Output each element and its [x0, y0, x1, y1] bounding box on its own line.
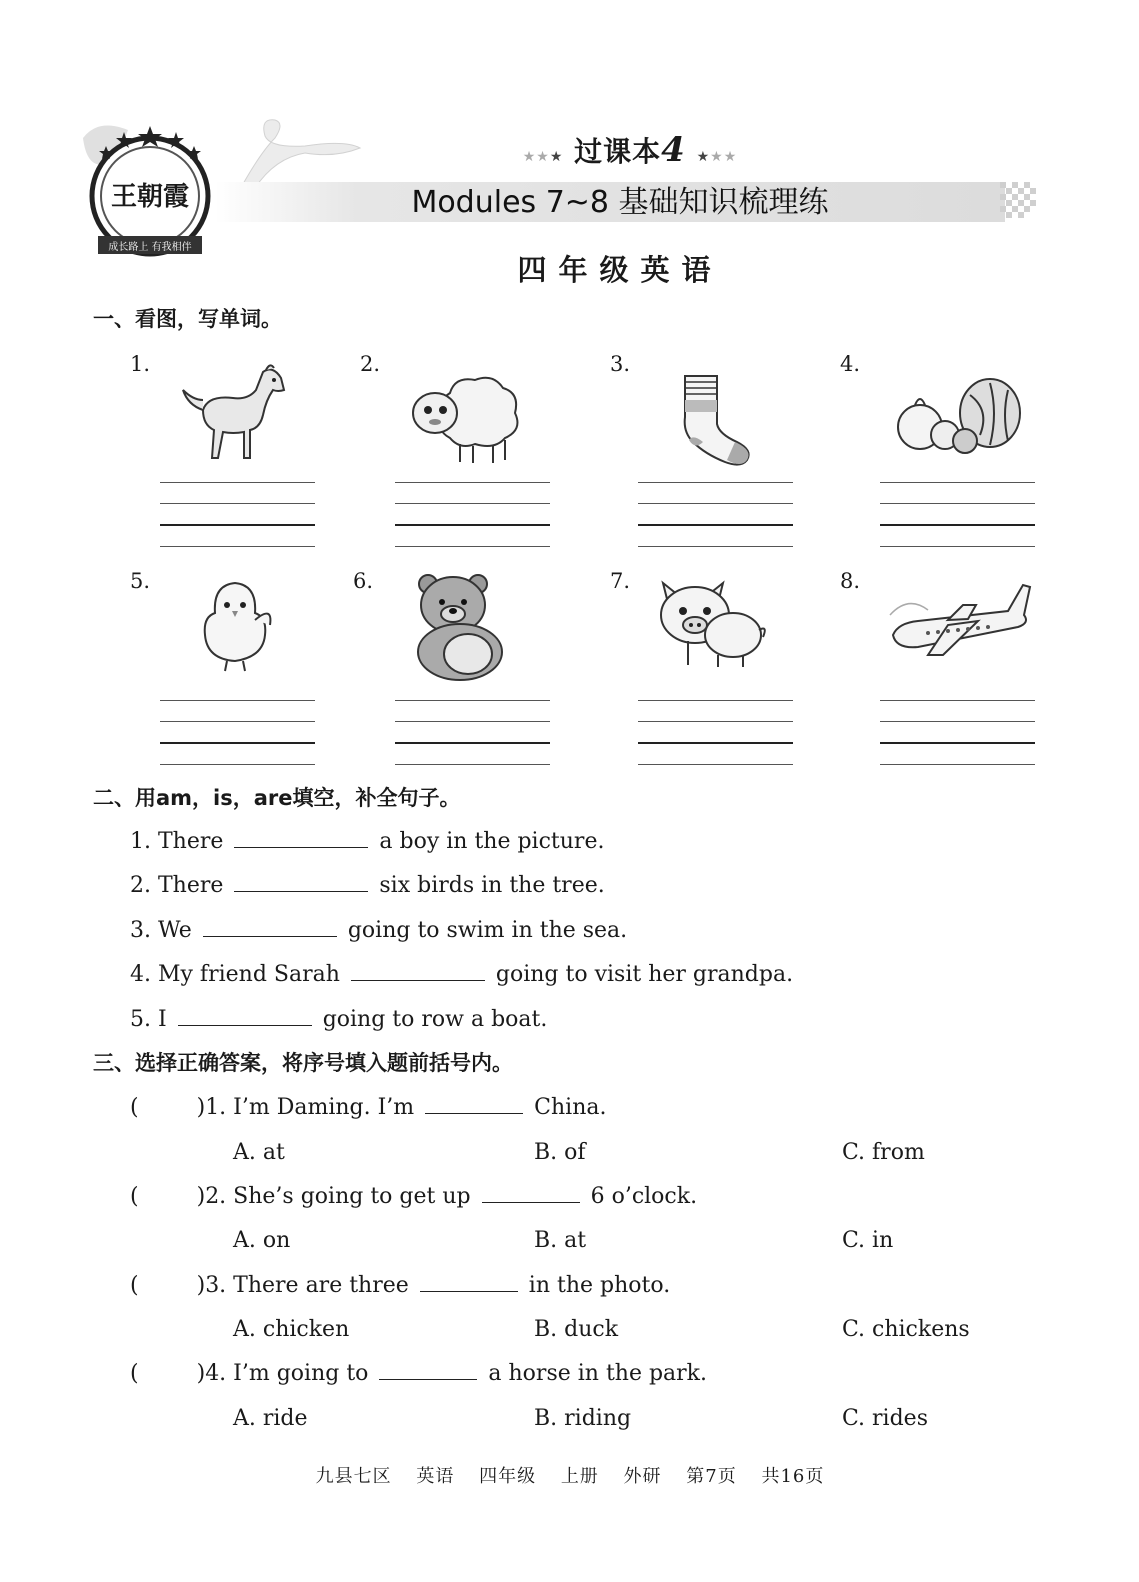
sentence-after: going to row a boat.	[322, 1007, 548, 1032]
option-b: B. of	[534, 1140, 586, 1165]
writing-lines[interactable]	[160, 700, 315, 770]
option-a: A. on	[233, 1228, 291, 1253]
answer-paren-open[interactable]: (	[130, 1273, 139, 1298]
answer-blank	[420, 1271, 518, 1292]
question-before: 1. I’m Daming. I’m	[205, 1095, 415, 1120]
item-number: 8.	[840, 569, 861, 593]
writing-lines[interactable]	[395, 482, 550, 552]
sentence-after: a boy in the picture.	[379, 829, 605, 854]
sentence-after: going to swim in the sea.	[347, 918, 628, 943]
writing-lines[interactable]	[880, 700, 1035, 770]
item-number: 7.	[610, 569, 631, 593]
question-after: 6 o’clock.	[590, 1184, 698, 1209]
option-a: A. chicken	[233, 1317, 350, 1342]
writing-lines[interactable]	[638, 700, 793, 770]
sentence-after: going to visit her grandpa.	[495, 962, 794, 987]
question-before: 2. She’s going to get up	[205, 1184, 471, 1209]
page-footer	[200, 1462, 940, 1492]
writing-lines[interactable]	[638, 482, 793, 552]
answer-blank	[425, 1093, 523, 1114]
fill-sentence	[130, 826, 604, 858]
bear-icon	[410, 570, 510, 682]
fill-sentence	[130, 959, 793, 991]
footer-region: 九县七区	[315, 1466, 392, 1487]
sock-icon	[675, 372, 755, 467]
fill-sentence	[130, 870, 605, 902]
writing-lines[interactable]	[395, 700, 550, 770]
option-a: A. at	[233, 1140, 285, 1165]
logo-name: 王朝霞	[110, 182, 189, 212]
banner-checker-decoration	[1000, 182, 1036, 222]
module-title: Modules 7~8 基础知识梳理练	[411, 185, 829, 220]
footer-volume: 上册	[560, 1466, 599, 1487]
pig-icon	[653, 575, 768, 670]
fruit-icon	[890, 365, 1025, 460]
sentence-before: 1. There	[130, 829, 224, 854]
option-a: A. ride	[233, 1406, 308, 1431]
question-after: a horse in the park.	[488, 1361, 708, 1386]
answer-paren-close: )	[196, 1095, 206, 1120]
item-number: 6.	[353, 569, 374, 593]
logo-motto: 成长路上 有我相伴	[108, 242, 192, 253]
writing-lines[interactable]	[160, 482, 315, 552]
horse-icon	[178, 360, 293, 465]
series-prefix: 过课本	[574, 135, 662, 168]
writing-lines[interactable]	[880, 482, 1035, 552]
answer-paren-close: )	[196, 1184, 206, 1209]
footer-total: 共16页	[761, 1466, 825, 1487]
answer-blank[interactable]	[203, 916, 337, 937]
choice-question	[130, 1181, 697, 1213]
choice-question	[130, 1358, 707, 1390]
choice-question	[130, 1270, 670, 1302]
option-c: C. chickens	[842, 1317, 970, 1342]
sentence-after: six birds in the tree.	[379, 873, 605, 898]
choice-question	[130, 1092, 606, 1124]
sheep-icon	[405, 368, 530, 468]
footer-edition: 外研	[623, 1466, 662, 1487]
footer-grade: 四年级	[479, 1466, 537, 1487]
footer-subject: 英语	[416, 1466, 455, 1487]
fill-sentence	[130, 1004, 547, 1036]
item-number: 2.	[360, 352, 381, 376]
sentence-before: 4. My friend Sarah	[130, 962, 340, 987]
item-number: 1.	[130, 352, 151, 376]
question-before: 3. There are three	[205, 1273, 409, 1298]
sentence-before: 5. I	[130, 1007, 167, 1032]
answer-paren-close: )	[196, 1273, 206, 1298]
item-number: 5.	[130, 569, 151, 593]
answer-paren-open[interactable]: (	[130, 1095, 139, 1120]
footer-page: 第7页	[686, 1466, 737, 1487]
answer-blank	[379, 1359, 477, 1380]
section3-title: 三、选择正确答案，将序号填入题前括号内。	[93, 1051, 513, 1075]
question-after: China.	[534, 1095, 607, 1120]
answer-paren-close: )	[196, 1361, 206, 1386]
answer-blank[interactable]	[351, 960, 485, 981]
plane-icon	[888, 575, 1033, 660]
option-c: C. rides	[842, 1406, 928, 1431]
fill-sentence	[130, 915, 627, 947]
section2-title: 二、用am，is，are填空，补全句子。	[93, 786, 461, 810]
answer-blank[interactable]	[234, 871, 368, 892]
option-b: B. at	[534, 1228, 587, 1253]
series-number: 4	[661, 130, 686, 170]
answer-blank	[482, 1182, 580, 1203]
sentence-before: 2. There	[130, 873, 224, 898]
question-after: in the photo.	[528, 1273, 671, 1298]
item-number: 3.	[610, 352, 631, 376]
option-b: B. duck	[534, 1317, 619, 1342]
brand-logo	[78, 118, 218, 263]
option-b: B. riding	[534, 1406, 632, 1431]
answer-blank[interactable]	[234, 827, 368, 848]
question-before: 4. I’m going to	[205, 1361, 369, 1386]
grade-title: 四年级英语	[517, 253, 723, 287]
answer-paren-open[interactable]: (	[130, 1184, 139, 1209]
series-badge: ★★★ 过课本4 ★★★	[522, 130, 738, 170]
section1-title: 一、看图，写单词。	[93, 307, 282, 331]
answer-blank[interactable]	[178, 1005, 312, 1026]
answer-paren-open[interactable]: (	[130, 1361, 139, 1386]
chick-icon	[195, 575, 275, 675]
option-c: C. from	[842, 1140, 925, 1165]
item-number: 4.	[840, 352, 861, 376]
option-c: C. in	[842, 1228, 894, 1253]
sentence-before: 3. We	[130, 918, 192, 943]
